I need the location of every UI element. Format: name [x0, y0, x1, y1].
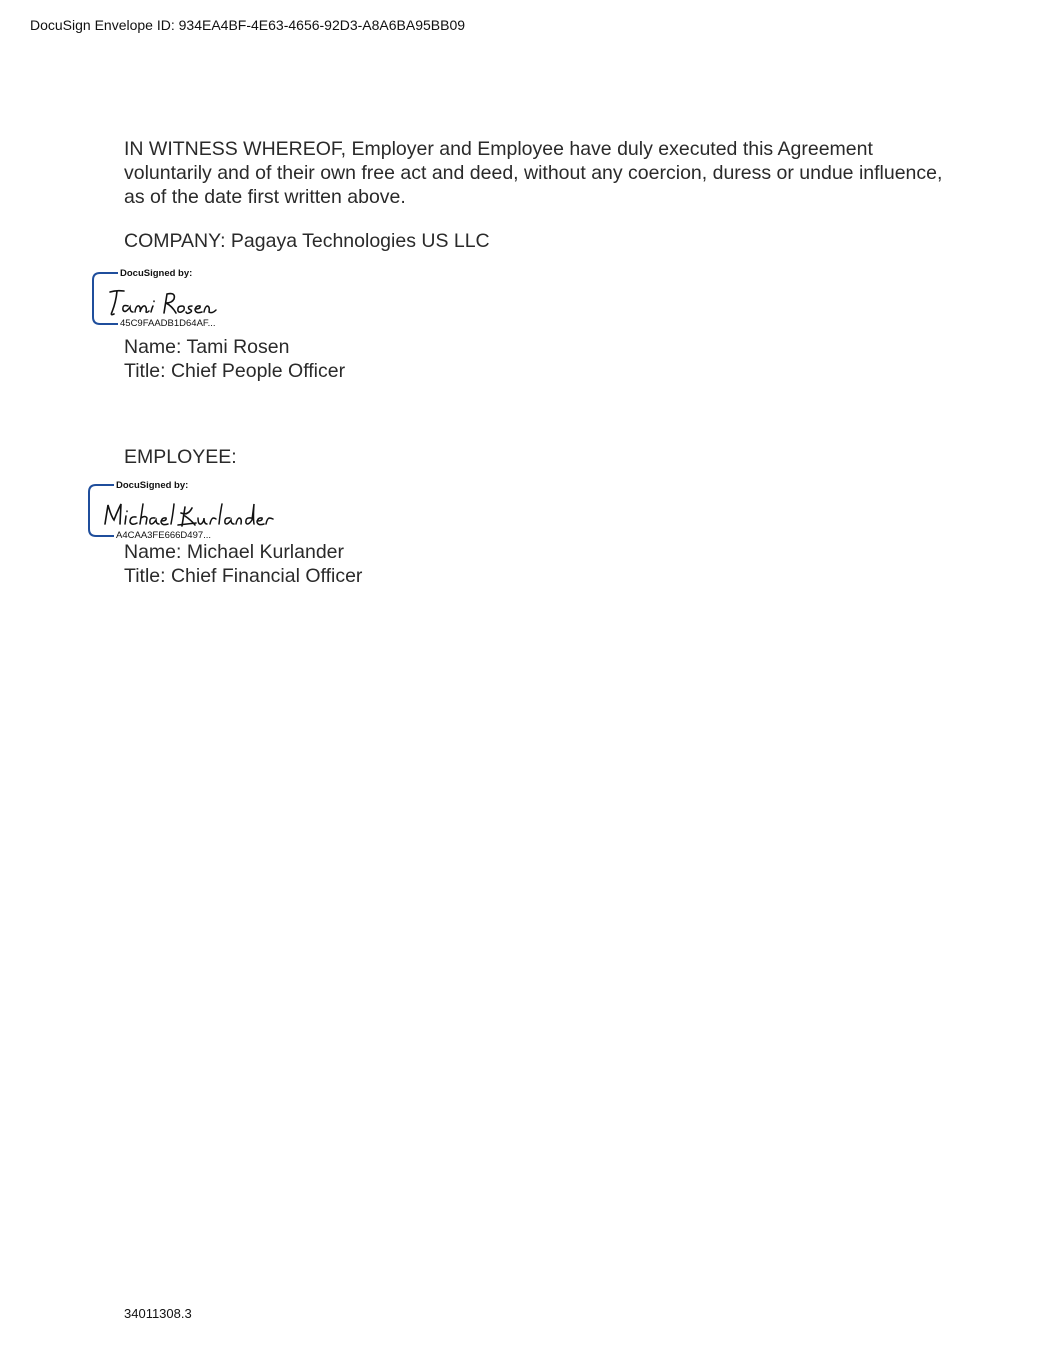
company-label: COMPANY: Pagaya Technologies US LLC	[124, 230, 490, 252]
employee-docusign-signature	[88, 478, 328, 542]
company-docusign-signature	[92, 266, 332, 330]
envelope-id: DocuSign Envelope ID: 934EA4BF-4E63-4656-92D3-A8A6BA95BB09	[30, 17, 466, 33]
witness-line: IN WITNESS WHEREOF, Employer and Employee have duly executed this Agreement	[124, 138, 873, 160]
employee-signer	[124, 540, 362, 588]
witness-line: voluntarily and of their own free act and deed, without any coercion, duress or undue influence,	[124, 162, 943, 184]
witness-clause	[124, 137, 943, 209]
document-number: 34011308.3	[124, 1306, 192, 1321]
signature-code: 45C9FAADB1D64AF...	[120, 318, 216, 329]
company-signer	[124, 335, 345, 383]
signature-code: A4CAA3FE666D497...	[116, 530, 212, 541]
signer-title: Title: Chief People Officer	[124, 360, 346, 382]
witness-line: as of the date first written above.	[124, 186, 406, 208]
handwritten-signature	[106, 286, 226, 320]
employee-label: EMPLOYEE:	[124, 446, 237, 468]
handwritten-signature	[102, 498, 282, 532]
docusigned-by-label: DocuSigned by:	[116, 480, 189, 491]
signer-name: Name: Michael Kurlander	[124, 541, 345, 563]
signer-title: Title: Chief Financial Officer	[124, 565, 363, 587]
docusigned-by-label: DocuSigned by:	[120, 268, 193, 279]
signer-name: Name: Tami Rosen	[124, 336, 290, 358]
